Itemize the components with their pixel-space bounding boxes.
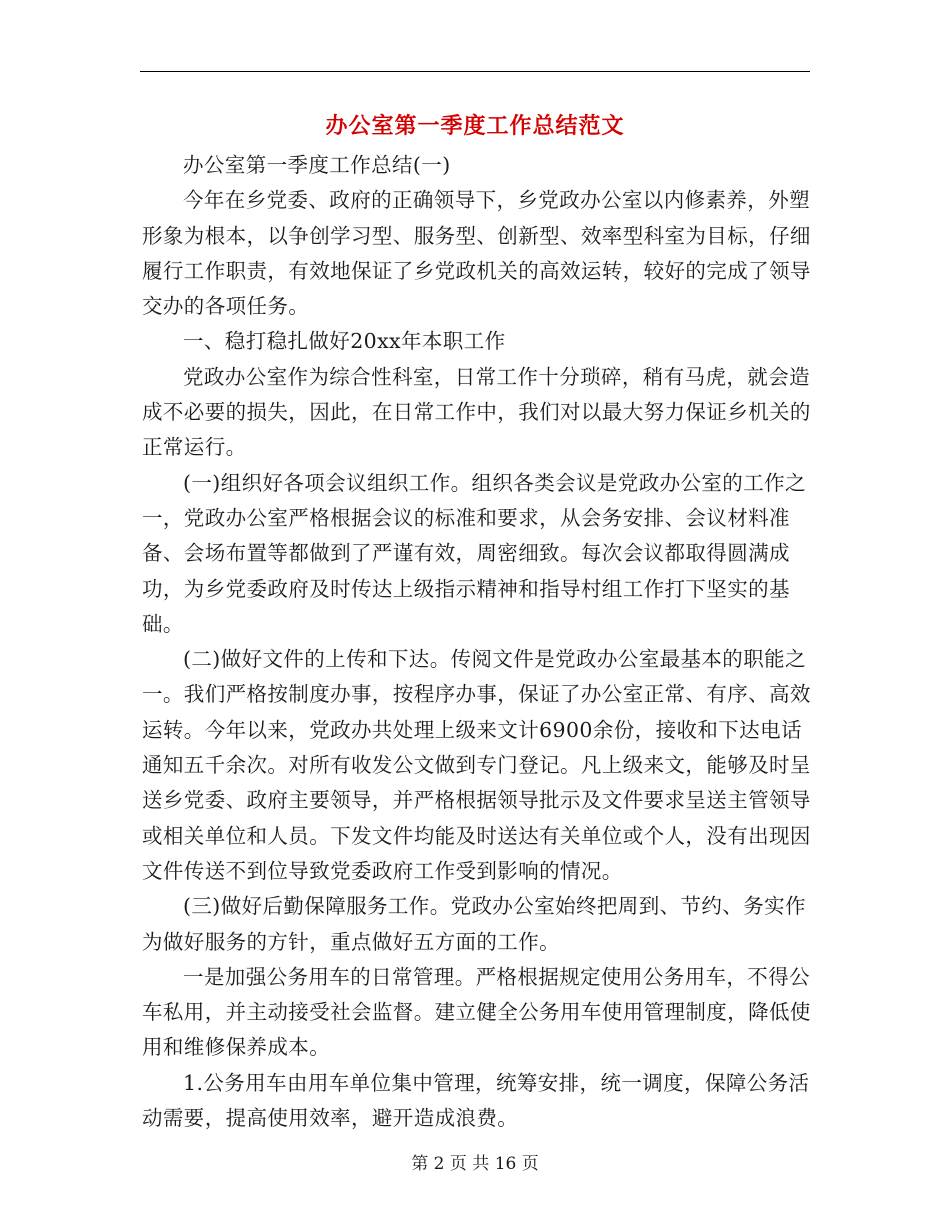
- document-title: 办公室第一季度工作总结范文: [325, 113, 625, 139]
- page-footer: 第 2 页 共 16 页: [411, 1154, 539, 1174]
- header-rule: [140, 71, 810, 72]
- paragraph-meetings: (一)组织好各项会议组织工作。组织各类会议是党政办公室的工作之一，党政办公室严格根据会议的标准和要求，从会务安排、会议材料准备、会场布置等都做到了严谨有效，周密细致。每次会议都取得圆满成功，为乡党委政府及时传达上级指示精神和指导村组工作打下坚实的基础。: [142, 470, 806, 636]
- document-body: [142, 148, 812, 1136]
- paragraph-logistics: (三)做好后勤保障服务工作。党政办公室始终把周到、节约、务实作为做好服务的方针，重点做好五方面的工作。: [142, 894, 806, 954]
- section-heading-1: 一、稳打稳扎做好20xx年本职工作: [183, 329, 506, 354]
- paragraph-vehicles-item-1: 1.公务用车由用车单位集中管理，统筹安排，统一调度，保障公务活动需要，提高使用效率，避开造成浪费。: [142, 1070, 810, 1131]
- paragraph-intro: 今年在乡党委、政府的正确领导下，乡党政办公室以内修素养，外塑形象为根本，以争创学习型、服务型、创新型、效率型科室为目标，仔细履行工作职责，有效地保证了乡党政机关的高效运转，较好的完成了领导交办的各项任务。: [142, 188, 811, 319]
- paragraph-vehicles: 一是加强公务用车的日常管理。严格根据规定使用公务用车，不得公车私用，并主动接受社会监督。建立健全公务用车使用管理制度，降低使用和维修保养成本。: [142, 964, 811, 1060]
- paragraph-subtitle: 办公室第一季度工作总结(一): [183, 153, 451, 177]
- paragraph-documents: (二)做好文件的上传和下达。传阅文件是党政办公室最基本的职能之一。我们严格按制度办事，按程序办事，保证了办公室正常、有序、高效运转。今年以来，党政办共处理上级来文计6900余份，接收和下达电话通知五千余次。对所有收发公文做到专门登记。凡上级来文，能够及时呈送乡党委、政府主要领导，并严格根据领导批示及文件要求呈送主管领导或相关单位和人员。下发文件均能及时送达有关单位或个人，没有出现因文件传送不到位导致党委政府工作受到影响的情况。: [142, 647, 811, 883]
- paragraph-section-1: 党政办公室作为综合性科室，日常工作十分琐碎，稍有马虎，就会造成不必要的损失，因此，在日常工作中，我们对以最大努力保证乡机关的正常运行。: [142, 364, 811, 460]
